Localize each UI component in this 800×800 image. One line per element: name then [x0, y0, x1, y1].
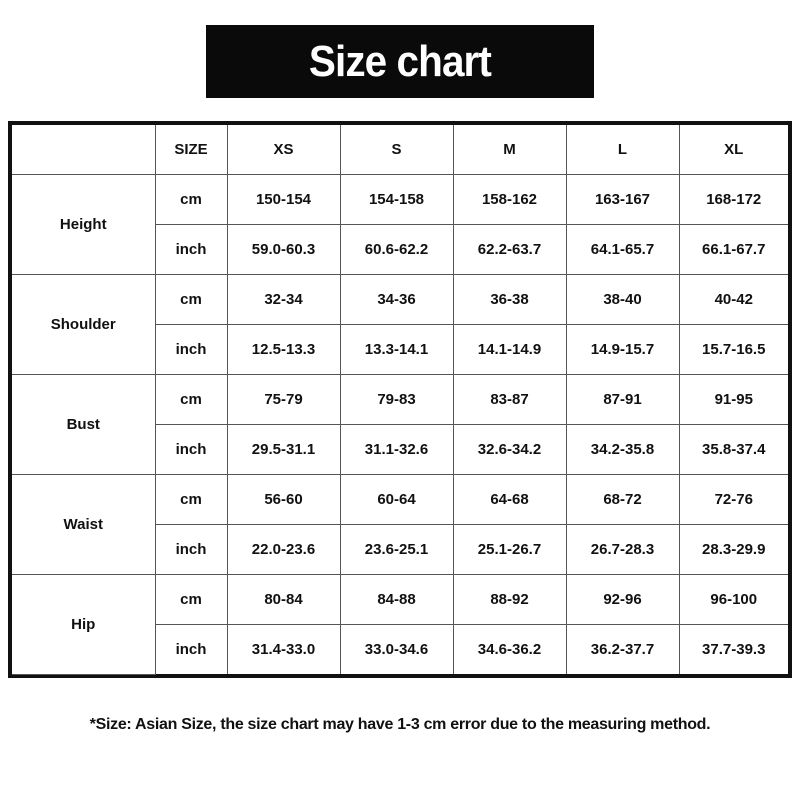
unit-cell: inch [155, 525, 227, 575]
value-cell: 56-60 [227, 475, 340, 525]
value-cell: 15.7-16.5 [679, 325, 788, 375]
size-header-m: M [453, 125, 566, 175]
measurement-name-cell: Bust [12, 375, 155, 475]
value-cell: 72-76 [679, 475, 788, 525]
size-footnote: *Size: Asian Size, the size chart may have 1-3 cm error due to the measuring method. [89, 716, 711, 733]
value-cell: 32-34 [227, 275, 340, 325]
table-row [12, 175, 788, 225]
value-cell: 14.9-15.7 [566, 325, 679, 375]
value-cell: 150-154 [227, 175, 340, 225]
measurement-name-cell: Hip [12, 575, 155, 675]
value-cell: 79-83 [340, 375, 453, 425]
size-header-xs: XS [227, 125, 340, 175]
value-cell: 154-158 [340, 175, 453, 225]
unit-cell: inch [155, 425, 227, 475]
size-header-xl: XL [679, 125, 788, 175]
value-cell: 31.1-32.6 [340, 425, 453, 475]
value-cell: 80-84 [227, 575, 340, 625]
table-row [12, 575, 788, 625]
value-cell: 22.0-23.6 [227, 525, 340, 575]
value-cell: 66.1-67.7 [679, 225, 788, 275]
value-cell: 62.2-63.7 [453, 225, 566, 275]
size-header-l: L [566, 125, 679, 175]
table-header-row [12, 125, 788, 175]
value-cell: 32.6-34.2 [453, 425, 566, 475]
value-cell: 12.5-13.3 [227, 325, 340, 375]
size-chart-table [12, 125, 788, 675]
value-cell: 64.1-65.7 [566, 225, 679, 275]
value-cell: 34.6-36.2 [453, 625, 566, 675]
value-cell: 75-79 [227, 375, 340, 425]
value-cell: 29.5-31.1 [227, 425, 340, 475]
value-cell: 91-95 [679, 375, 788, 425]
value-cell: 84-88 [340, 575, 453, 625]
unit-cell: cm [155, 475, 227, 525]
value-cell: 168-172 [679, 175, 788, 225]
table-row [12, 275, 788, 325]
value-cell: 36.2-37.7 [566, 625, 679, 675]
value-cell: 23.6-25.1 [340, 525, 453, 575]
value-cell: 60-64 [340, 475, 453, 525]
value-cell: 25.1-26.7 [453, 525, 566, 575]
table-row [12, 375, 788, 425]
value-cell: 158-162 [453, 175, 566, 225]
unit-cell: cm [155, 175, 227, 225]
value-cell: 96-100 [679, 575, 788, 625]
measurement-name-cell: Height [12, 175, 155, 275]
measurement-name-cell: Waist [12, 475, 155, 575]
unit-cell: inch [155, 225, 227, 275]
title-banner [206, 25, 594, 98]
value-cell: 31.4-33.0 [227, 625, 340, 675]
value-cell: 28.3-29.9 [679, 525, 788, 575]
value-cell: 35.8-37.4 [679, 425, 788, 475]
value-cell: 88-92 [453, 575, 566, 625]
unit-cell: inch [155, 625, 227, 675]
value-cell: 26.7-28.3 [566, 525, 679, 575]
value-cell: 13.3-14.1 [340, 325, 453, 375]
value-cell: 14.1-14.9 [453, 325, 566, 375]
table-body [12, 125, 788, 674]
value-cell: 34-36 [340, 275, 453, 325]
value-cell: 38-40 [566, 275, 679, 325]
unit-cell: cm [155, 575, 227, 625]
value-cell: 87-91 [566, 375, 679, 425]
value-cell: 64-68 [453, 475, 566, 525]
value-cell: 92-96 [566, 575, 679, 625]
corner-cell [12, 125, 155, 175]
value-cell: 37.7-39.3 [679, 625, 788, 675]
unit-cell: inch [155, 325, 227, 375]
value-cell: 68-72 [566, 475, 679, 525]
unit-cell: cm [155, 275, 227, 325]
value-cell: 60.6-62.2 [340, 225, 453, 275]
unit-cell: cm [155, 375, 227, 425]
value-cell: 59.0-60.3 [227, 225, 340, 275]
value-cell: 40-42 [679, 275, 788, 325]
table-row [12, 475, 788, 525]
value-cell: 36-38 [453, 275, 566, 325]
value-cell: 163-167 [566, 175, 679, 225]
size-label-header: SIZE [155, 125, 227, 175]
measurement-name-cell: Shoulder [12, 275, 155, 375]
value-cell: 33.0-34.6 [340, 625, 453, 675]
size-header-s: S [340, 125, 453, 175]
page-title: Size chart [308, 36, 492, 86]
size-chart-table-frame [8, 121, 792, 678]
value-cell: 34.2-35.8 [566, 425, 679, 475]
value-cell: 83-87 [453, 375, 566, 425]
